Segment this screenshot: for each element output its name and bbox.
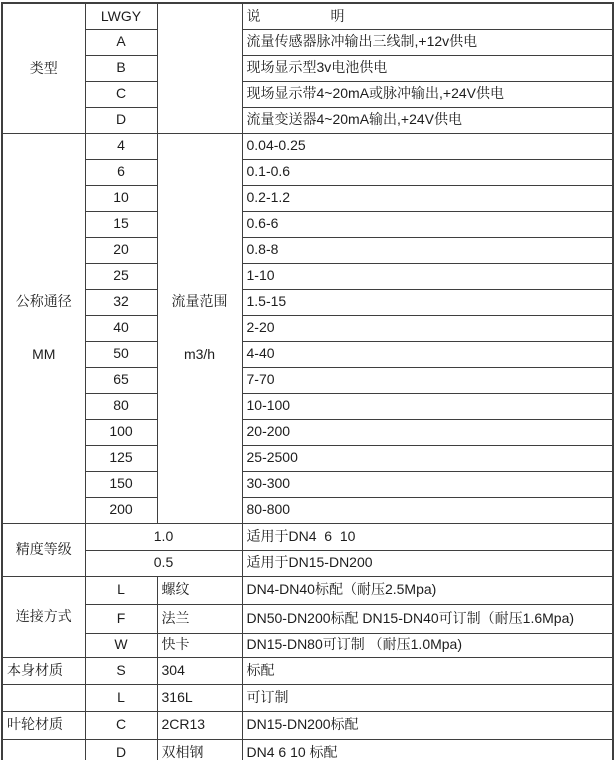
- table-row: [2, 159, 613, 185]
- diameter-section-label: [2, 133, 85, 523]
- material-code-cell: D: [85, 739, 157, 760]
- flow-range-label-cell: [157, 133, 242, 523]
- table-row: [2, 107, 613, 133]
- dn-cell: 125: [85, 445, 157, 471]
- dn-cell: 4: [85, 133, 157, 159]
- table-row: [2, 211, 613, 237]
- dn-cell: 20: [85, 237, 157, 263]
- table-row: [2, 237, 613, 263]
- flow-range-cell: 0.6-6: [242, 211, 613, 237]
- table-row: [2, 81, 613, 107]
- flow-range-cell: 1-10: [242, 263, 613, 289]
- flow-range-cell: 0.8-8: [242, 237, 613, 263]
- accuracy-desc-cell: 适用于DN15-DN200: [242, 550, 613, 576]
- flow-range-cell: 4-40: [242, 341, 613, 367]
- diameter-label-line2: MM: [32, 345, 56, 362]
- material-desc-cell: 标配: [242, 657, 613, 684]
- table-row: [2, 393, 613, 419]
- accuracy-section-label: 精度等级: [2, 523, 85, 576]
- flow-range-cell: 0.2-1.2: [242, 185, 613, 211]
- flow-meter-spec-table: [1, 2, 614, 760]
- dn-cell: 32: [85, 289, 157, 315]
- connection-desc-cell: DN15-DN80可订制 （耐压1.0Mpa): [242, 633, 613, 657]
- table-row: [2, 523, 613, 550]
- connection-code-cell: F: [85, 604, 157, 633]
- dn-cell: 50: [85, 341, 157, 367]
- table-row: [2, 633, 613, 657]
- flow-range-cell: 2-20: [242, 315, 613, 341]
- material-code-cell: C: [85, 711, 157, 739]
- table-row: [2, 419, 613, 445]
- table-row: [2, 657, 613, 684]
- flow-range-cell: 80-800: [242, 497, 613, 523]
- material-code-cell: S: [85, 657, 157, 684]
- material-name-cell: 316L: [157, 684, 242, 711]
- connection-name-cell: 法兰: [157, 604, 242, 633]
- connection-desc-cell: DN4-DN40标配（耐压2.5Mpa): [242, 576, 613, 604]
- dn-cell: 15: [85, 211, 157, 237]
- diameter-label-line1: 公称通径: [15, 293, 72, 309]
- table-row: [2, 3, 613, 29]
- connection-name-cell: 快卡: [157, 633, 242, 657]
- table-row: [2, 497, 613, 523]
- empty-cell: [2, 739, 85, 760]
- type-code-cell: D: [85, 107, 157, 133]
- type-code-cell: B: [85, 55, 157, 81]
- table-row: [2, 445, 613, 471]
- table-row: [2, 29, 613, 55]
- table-row: [2, 133, 613, 159]
- table-row: [2, 185, 613, 211]
- flow-label-line2: m3/h: [183, 345, 216, 362]
- connection-code-cell: L: [85, 576, 157, 604]
- flow-range-cell: 1.5-15: [242, 289, 613, 315]
- type-desc-cell: 流量变送器4~20mA输出,+24V供电: [242, 107, 613, 133]
- table-row: [2, 315, 613, 341]
- table-row: [2, 604, 613, 633]
- body-material-section-label: 本身材质: [2, 657, 85, 684]
- dn-cell: 100: [85, 419, 157, 445]
- dn-cell: 10: [85, 185, 157, 211]
- table-row: [2, 367, 613, 393]
- type-desc-cell: 现场显示型3v电池供电: [242, 55, 613, 81]
- type-code-cell: C: [85, 81, 157, 107]
- connection-code-cell: W: [85, 633, 157, 657]
- flow-label-line1: 流量范围: [171, 293, 228, 309]
- material-code-cell: L: [85, 684, 157, 711]
- dn-cell: 200: [85, 497, 157, 523]
- dn-cell: 25: [85, 263, 157, 289]
- table-row: [2, 289, 613, 315]
- connection-desc-cell: DN50-DN200标配 DN15-DN40可订制（耐压1.6Mpa): [242, 604, 613, 633]
- type-code-cell: A: [85, 29, 157, 55]
- table-row: [2, 471, 613, 497]
- connection-name-cell: 螺纹: [157, 576, 242, 604]
- material-name-cell: 双相钢: [157, 739, 242, 760]
- type-desc-cell: 流量传感器脉冲输出三线制,+12v供电: [242, 29, 613, 55]
- dn-cell: 80: [85, 393, 157, 419]
- impeller-material-section-label: 叶轮材质: [2, 711, 85, 739]
- empty-cell: [157, 3, 242, 133]
- flow-range-cell: 30-300: [242, 471, 613, 497]
- material-desc-cell: DN15-DN200标配: [242, 711, 613, 739]
- empty-cell: [2, 684, 85, 711]
- table-row: [2, 711, 613, 739]
- flow-range-cell: 0.1-0.6: [242, 159, 613, 185]
- flow-range-cell: 20-200: [242, 419, 613, 445]
- table-row: [2, 341, 613, 367]
- table-row: [2, 684, 613, 711]
- type-desc-cell: 现场显示带4~20mA或脉冲输出,+24V供电: [242, 81, 613, 107]
- dn-cell: 6: [85, 159, 157, 185]
- material-name-cell: 2CR13: [157, 711, 242, 739]
- table-row: [2, 739, 613, 760]
- material-desc-cell: DN4 6 10 标配: [242, 739, 613, 760]
- table-row: [2, 550, 613, 576]
- dn-cell: 150: [85, 471, 157, 497]
- accuracy-value-cell: 1.0: [85, 523, 242, 550]
- flow-range-cell: 10-100: [242, 393, 613, 419]
- table-row: [2, 576, 613, 604]
- flow-range-cell: 25-2500: [242, 445, 613, 471]
- flow-range-cell: 0.04-0.25: [242, 133, 613, 159]
- accuracy-value-cell: 0.5: [85, 550, 242, 576]
- table-row: [2, 55, 613, 81]
- material-desc-cell: 可订制: [242, 684, 613, 711]
- accuracy-desc-cell: 适用于DN4 6 10: [242, 523, 613, 550]
- material-name-cell: 304: [157, 657, 242, 684]
- desc-header-cell: 说 明: [242, 3, 613, 29]
- flow-range-cell: 7-70: [242, 367, 613, 393]
- connection-section-label: 连接方式: [2, 576, 85, 657]
- table-row: [2, 263, 613, 289]
- type-section-label: 类型: [2, 3, 85, 133]
- dn-cell: 65: [85, 367, 157, 393]
- dn-cell: 40: [85, 315, 157, 341]
- model-header-cell: LWGY: [85, 3, 157, 29]
